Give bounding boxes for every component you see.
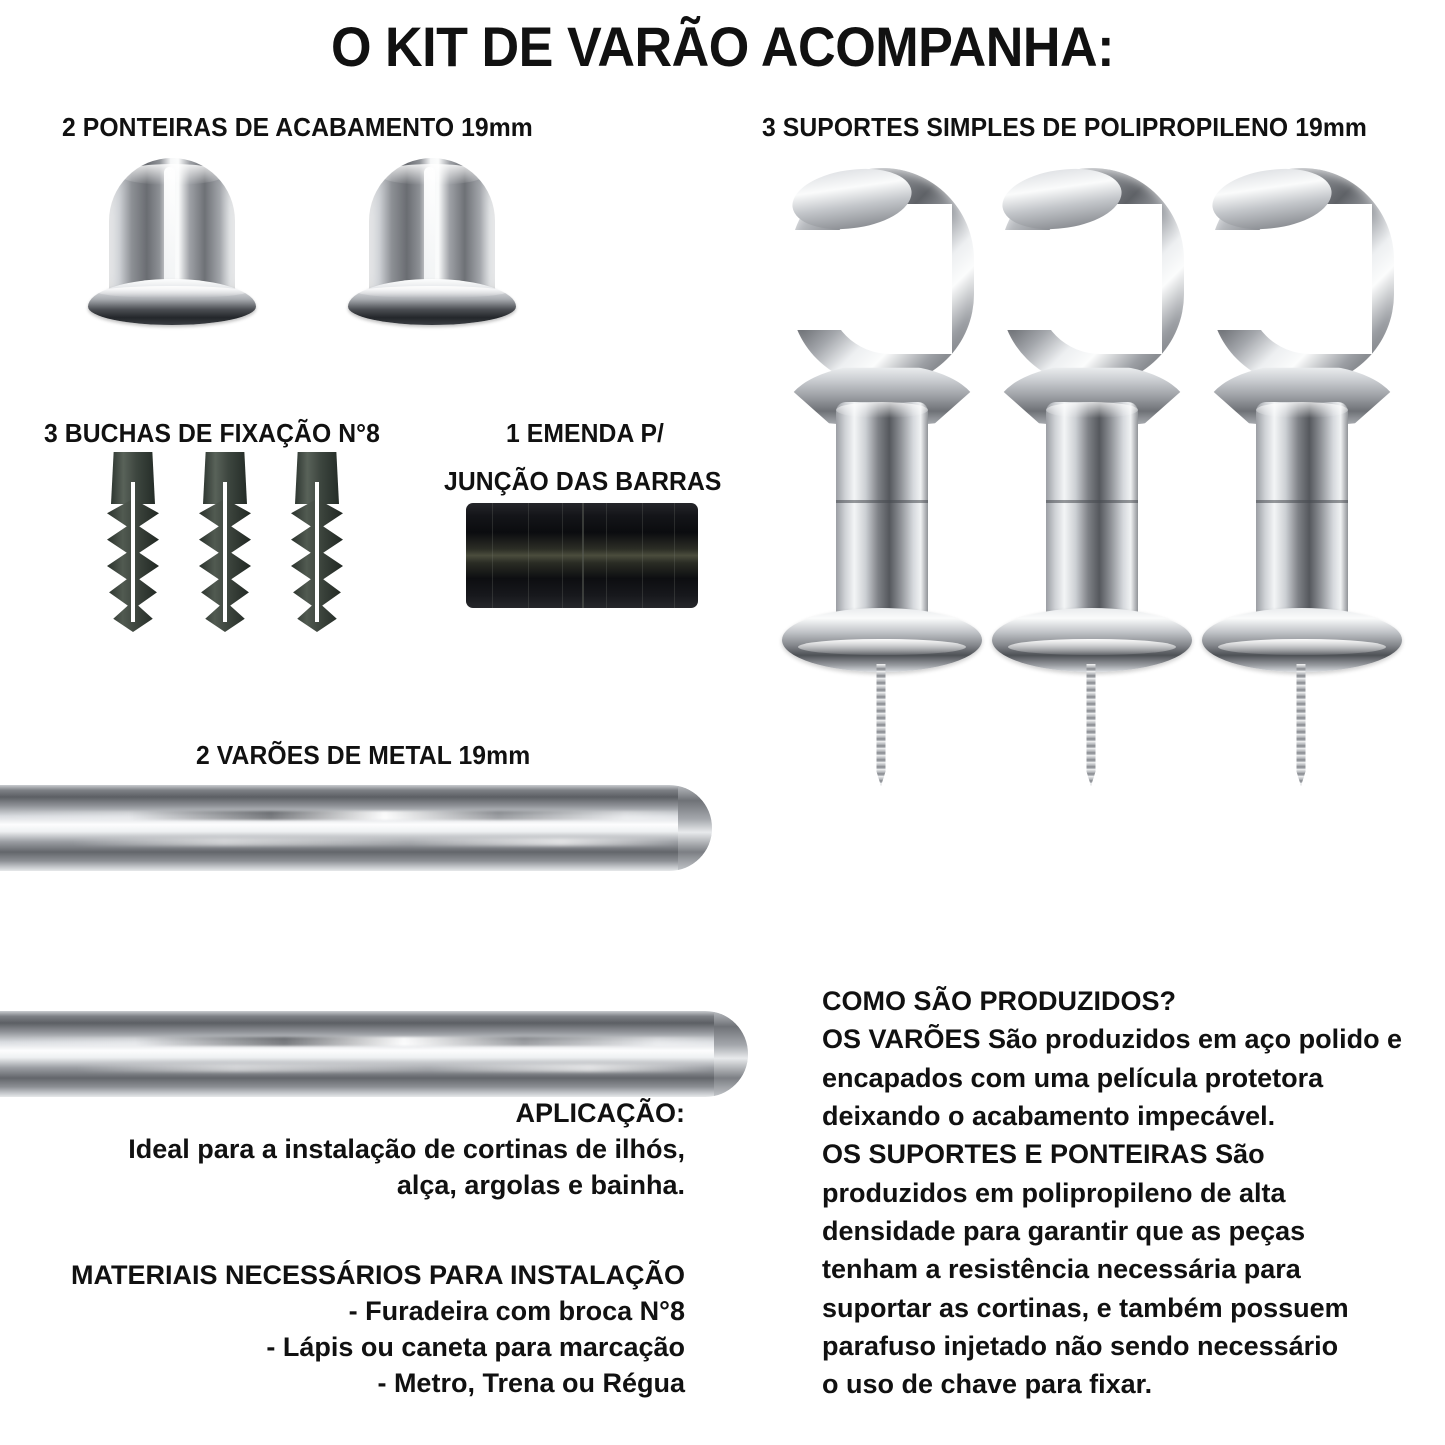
coupler-rib bbox=[642, 503, 643, 608]
aplicacao-block bbox=[40, 1096, 685, 1204]
materiais-item-1: - Furadeira com broca N°8 bbox=[348, 1295, 685, 1326]
bracket-base-plate bbox=[782, 608, 982, 672]
bracket-screw bbox=[874, 664, 888, 786]
wall-plug-2 bbox=[196, 452, 254, 632]
coupler-rib bbox=[674, 503, 675, 608]
producao-line-4: OS SUPORTES E PONTEIRAS São bbox=[822, 1139, 1265, 1170]
aplicacao-line-1: Ideal para a instalação de cortinas de ilhós, bbox=[128, 1133, 685, 1164]
hook-mouth bbox=[992, 230, 1070, 330]
rod-highlight-secondary bbox=[75, 1064, 718, 1072]
materiais-item-2: - Lápis ou caneta para marcação bbox=[266, 1331, 685, 1362]
bracket-stem bbox=[836, 402, 928, 626]
producao-line-6: densidade para garantir que as peças bbox=[822, 1215, 1306, 1246]
producao-line-9: parafuso injetado não sendo necessário bbox=[822, 1330, 1339, 1361]
producao-heading: COMO SÃO PRODUZIDOS? bbox=[822, 986, 1177, 1016]
hook-bracket-1 bbox=[782, 168, 982, 738]
bracket-base-plate bbox=[992, 608, 1192, 672]
section-header-suportes: 3 SUPORTES SIMPLES DE POLIPROPILENO 19mm bbox=[762, 112, 1367, 142]
wall-plug-slot bbox=[131, 482, 135, 622]
finial-cap-2 bbox=[348, 158, 516, 333]
bracket-stem bbox=[1046, 402, 1138, 626]
wall-plug-3 bbox=[288, 452, 346, 632]
producao-line-7: tenham a resistência necessária para bbox=[822, 1254, 1301, 1285]
coupler-rib bbox=[528, 503, 529, 608]
coupler-rib bbox=[562, 503, 563, 608]
finial-cap-1 bbox=[88, 158, 256, 333]
bracket-screw bbox=[1294, 664, 1308, 786]
hook-mouth bbox=[1202, 230, 1280, 330]
wall-plug-slot bbox=[315, 482, 319, 622]
producao-line-2: encapados com uma película protetora bbox=[822, 1062, 1324, 1093]
hook-mouth bbox=[782, 230, 860, 330]
bracket-screw bbox=[1084, 664, 1098, 786]
bracket-base-plate bbox=[1202, 608, 1402, 672]
metal-rod-1 bbox=[0, 785, 712, 871]
materiais-item-3: - Metro, Trena ou Régua bbox=[377, 1367, 685, 1398]
wall-plug-1 bbox=[104, 452, 162, 632]
producao-line-3: deixando o acabamento impecável. bbox=[822, 1100, 1276, 1131]
producao-line-5: produzidos em polipropileno de alta bbox=[822, 1177, 1286, 1208]
aplicacao-line-2: alça, argolas e bainha. bbox=[396, 1169, 685, 1200]
producao-block bbox=[822, 982, 1422, 1404]
finial-collar bbox=[88, 279, 256, 325]
metal-rod-2 bbox=[0, 1011, 748, 1097]
rod-end-cap bbox=[714, 1011, 748, 1097]
bracket-stem bbox=[1256, 402, 1348, 626]
hook-bracket-2 bbox=[992, 168, 1192, 738]
finial-collar bbox=[348, 279, 516, 325]
materiais-heading: MATERIAIS NECESSÁRIOS PARA INSTALAÇÃO bbox=[70, 1260, 685, 1290]
rod-highlight-secondary bbox=[71, 838, 683, 846]
section-header-emenda-line1: 1 EMENDA P/ bbox=[506, 418, 664, 448]
aplicacao-heading: APLICAÇÃO: bbox=[515, 1098, 685, 1128]
hook-bracket-3 bbox=[1202, 168, 1402, 738]
materiais-block bbox=[40, 1258, 685, 1402]
producao-line-8: suportar as cortinas, e também possuem bbox=[822, 1292, 1349, 1323]
coupler-rib bbox=[492, 503, 493, 608]
coupler-seam bbox=[582, 503, 584, 608]
section-header-buchas: 3 BUCHAS DE FIXAÇÃO N°8 bbox=[44, 418, 380, 448]
rod-highlight bbox=[0, 811, 712, 820]
coupler-rib bbox=[606, 503, 607, 608]
rod-highlight bbox=[0, 1037, 748, 1046]
section-header-varoes: 2 VARÕES DE METAL 19mm bbox=[196, 740, 531, 770]
section-header-ponteiras: 2 PONTEIRAS DE ACABAMENTO 19mm bbox=[62, 112, 533, 142]
page-title: O KIT DE VARÃO ACOMPANHA: bbox=[330, 15, 1115, 78]
section-header-emenda-line2: JUNÇÃO DAS BARRAS bbox=[444, 466, 722, 496]
rod-end-cap bbox=[678, 785, 712, 871]
wall-plug-slot bbox=[223, 482, 227, 622]
rod-coupler bbox=[466, 503, 698, 608]
producao-line-10: o uso de chave para fixar. bbox=[822, 1369, 1153, 1400]
producao-line-1: OS VARÕES São produzidos em aço polido e bbox=[822, 1024, 1403, 1055]
